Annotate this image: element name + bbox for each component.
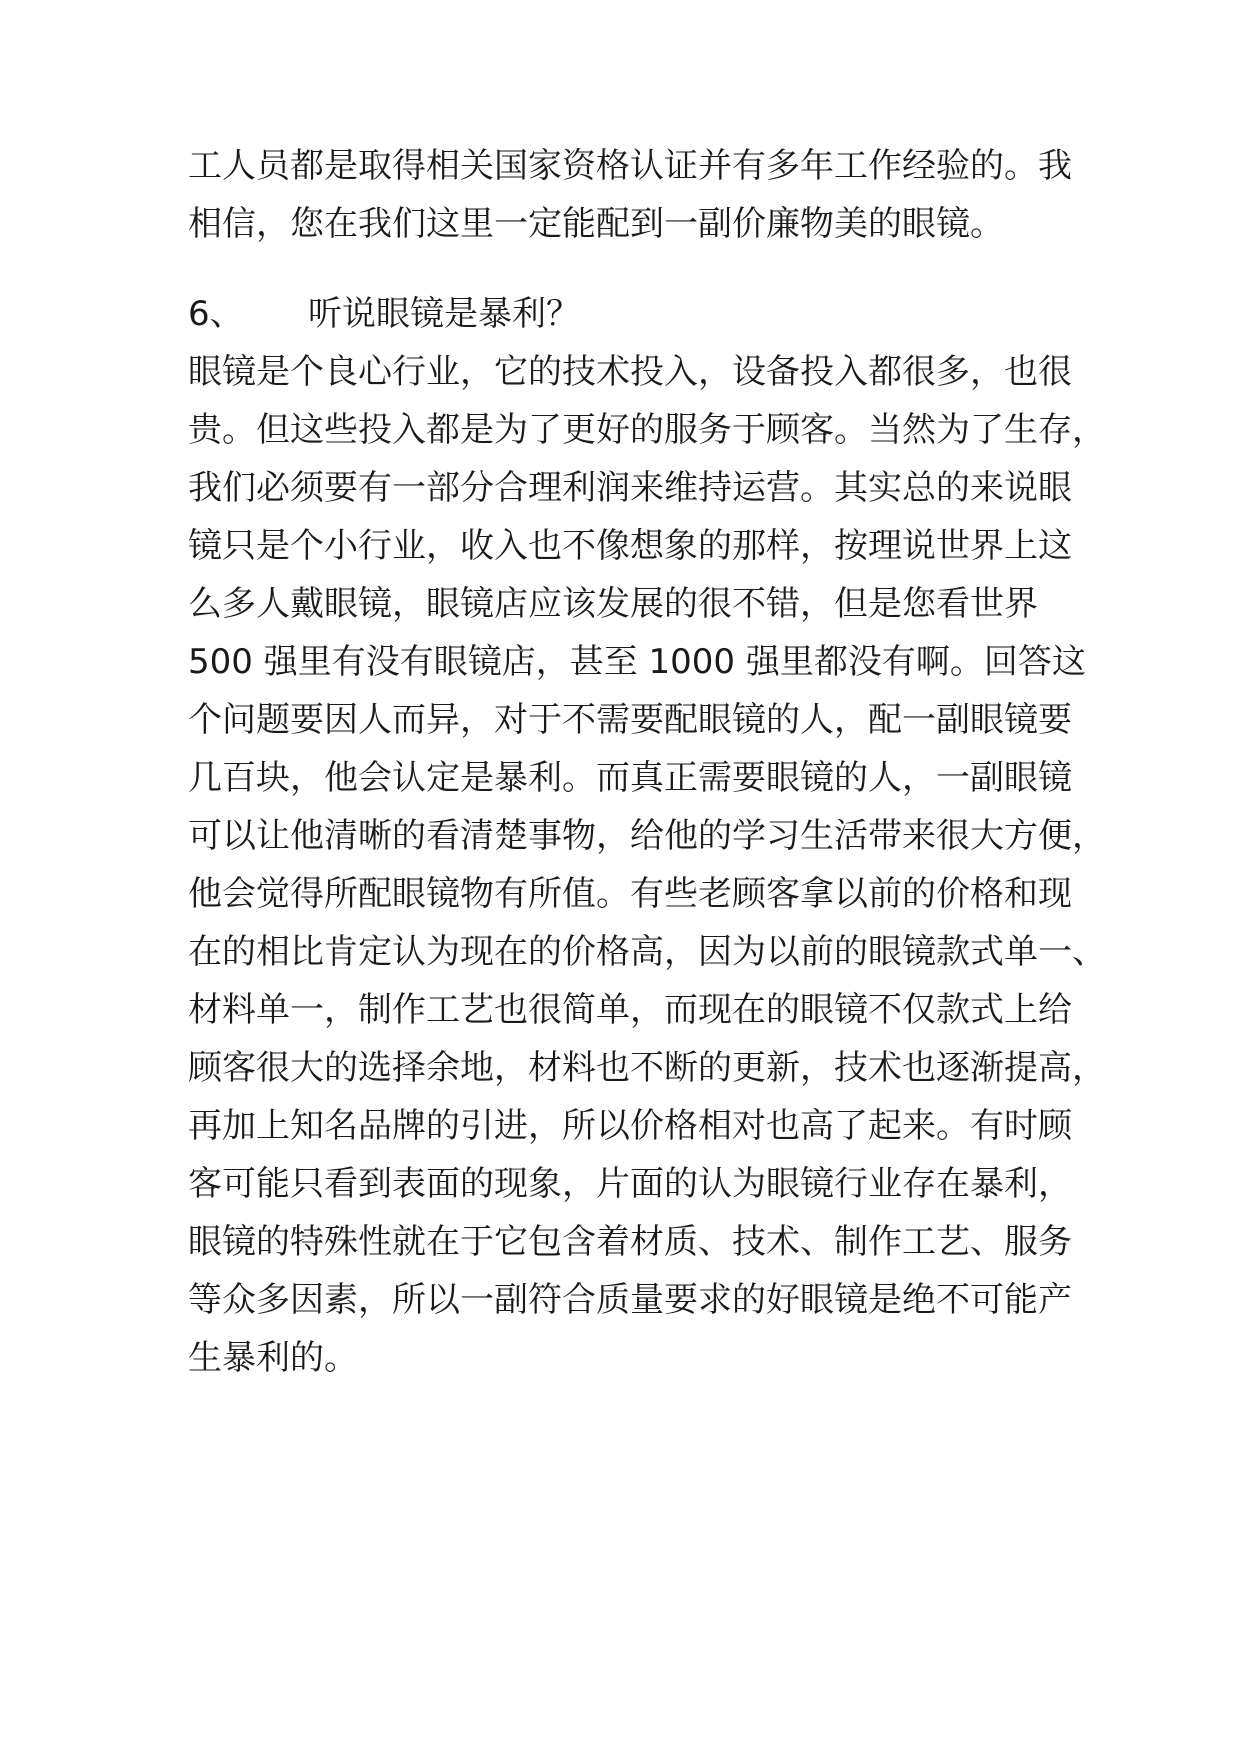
answer-line: 么多人戴眼镜，眼镜店应该发展的很不错，但是您看世界 [188,584,1038,624]
answer-line: 镜只是个小行业，收入也不像想象的那样，按理说世界上这 [188,526,1072,566]
section-question: 听说眼镜是暴利？ [308,294,580,334]
section-number: 6、 [188,294,244,334]
answer-line: 贵。但这些投入都是为了更好的服务于顾客。当然为了生存， [188,410,1106,450]
intro-line: 工人员都是取得相关国家资格认证并有多年工作经验的。我 [188,146,1072,186]
answer-line: 可以让他清晰的看清楚事物，给他的学习生活带来很大方便， [188,816,1106,856]
answer-line: 他会觉得所配眼镜物有所值。有些老顾客拿以前的价格和现 [188,874,1072,914]
answer-line: 材料单一，制作工艺也很简单，而现在的眼镜不仅款式上给 [188,990,1072,1030]
answer-line: 个问题要因人而异，对于不需要配眼镜的人，配一副眼镜要 [188,700,1072,740]
answer-line: 等众多因素，所以一副符合质量要求的好眼镜是绝不可能产 [188,1280,1072,1320]
answer-line: 500 强里有没有眼镜店，甚至 1000 强里都没有啊。回答这 [188,642,1086,682]
answer-line: 我们必须要有一部分合理利润来维持运营。其实总的来说眼 [188,468,1072,508]
answer-line: 生暴利的。 [188,1338,358,1378]
answer-line: 几百块，他会认定是暴利。而真正需要眼镜的人，一副眼镜 [188,758,1072,798]
answer-line: 眼镜的特殊性就在于它包含着材质、技术、制作工艺、服务 [188,1222,1072,1262]
answer-line: 客可能只看到表面的现象，片面的认为眼镜行业存在暴利， [188,1164,1072,1204]
answer-line: 再加上知名品牌的引进，所以价格相对也高了起来。有时顾 [188,1106,1072,1146]
intro-line: 相信，您在我们这里一定能配到一副价廉物美的眼镜。 [188,204,1004,244]
answer-line: 在的相比肯定认为现在的价格高，因为以前的眼镜款式单一、 [188,932,1106,972]
answer-line: 顾客很大的选择余地，材料也不断的更新，技术也逐渐提高， [188,1048,1106,1088]
answer-line: 眼镜是个良心行业，它的技术投入，设备投入都很多，也很 [188,352,1072,392]
